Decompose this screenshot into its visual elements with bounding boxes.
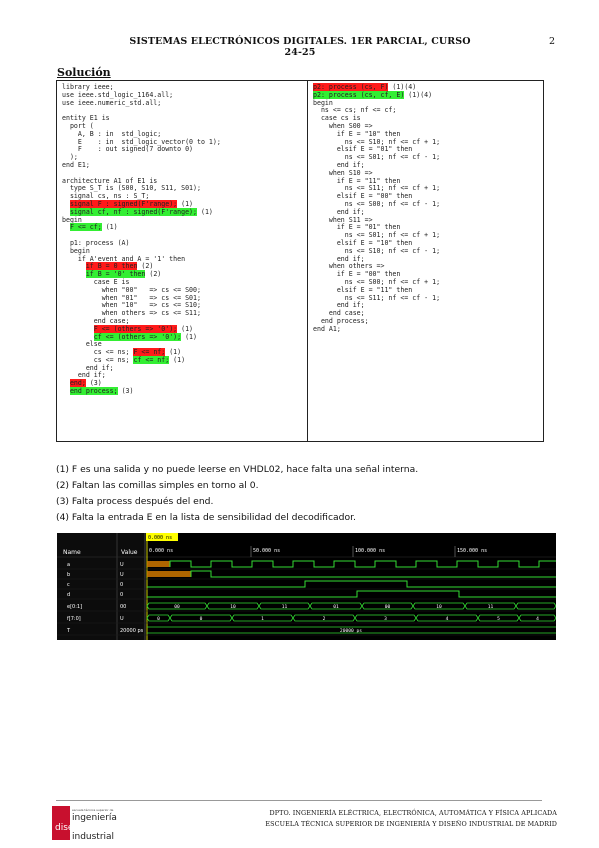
footer-institution bbox=[265, 808, 557, 830]
code-line: library ieee; bbox=[62, 83, 114, 91]
code-line: elsif E = "11" then bbox=[313, 285, 413, 294]
code-annotation: (1) bbox=[165, 348, 182, 357]
error-highlight: p2: process (cs, F) bbox=[313, 83, 389, 91]
code-line: if E = "10" then bbox=[313, 129, 401, 138]
code-line: signal cs, ns : S_T; bbox=[62, 192, 150, 201]
wave-init-region bbox=[147, 571, 191, 577]
code-text bbox=[62, 200, 70, 208]
code-line: end if; bbox=[62, 371, 106, 380]
code-line: use ieee.numeric_std.all; bbox=[62, 98, 162, 107]
fix-highlight: cf <= (others => '0'); bbox=[93, 332, 182, 341]
code-line bbox=[62, 209, 307, 217]
wave-signal-name: e[0:1] bbox=[67, 604, 83, 610]
code-line: elsif E = "00" then bbox=[313, 192, 413, 201]
section-title: Solución bbox=[57, 66, 111, 79]
wave-signal-name: a bbox=[67, 562, 71, 568]
code-line: architecture A1 of E1 is bbox=[62, 176, 158, 185]
code-line: when S10 => bbox=[313, 168, 373, 177]
wave-signal-name: c bbox=[67, 582, 70, 588]
code-text bbox=[62, 208, 70, 216]
wave-bus-value: 4 bbox=[536, 616, 539, 622]
footer-department: DPTO. INGENIERÍA ELÉCTRICA, ELECTRÓNICA, AUTOMÁTICA Y FÍSICA APLICADA bbox=[269, 809, 557, 817]
code-line: end if; bbox=[313, 160, 365, 169]
wave-signal-value: 0 bbox=[120, 592, 124, 598]
code-line: else bbox=[62, 340, 102, 349]
wave-bus-value: 10 bbox=[436, 604, 442, 610]
code-line: elsif E = "10" then bbox=[313, 238, 413, 247]
code-line: end A1; bbox=[313, 324, 341, 333]
code-line: when S00 => bbox=[313, 121, 373, 130]
wave-signal-value: U bbox=[120, 572, 124, 578]
wave-signal-name: d bbox=[67, 592, 71, 598]
wave-signal-name: b bbox=[67, 572, 71, 578]
wave-bus-value: 3 bbox=[384, 616, 387, 622]
wave-bus-value: 5 bbox=[497, 616, 500, 622]
fix-highlight: cf <= nf; bbox=[133, 355, 170, 364]
footer-divider bbox=[56, 800, 542, 801]
code-line: when "01" => cs <= S01; bbox=[62, 293, 201, 302]
code-line: when "00" => cs <= S00; bbox=[62, 285, 201, 294]
code-annotation: (1)(4) bbox=[404, 90, 433, 99]
code-text bbox=[62, 387, 70, 395]
code-listing-right bbox=[308, 81, 543, 334]
code-line: if E = "00" then bbox=[313, 270, 401, 279]
logo-text: diseño bbox=[55, 823, 85, 833]
code-line: ns <= S01; nf <= cf - 1; bbox=[313, 153, 441, 162]
wave-bus-value: 0 bbox=[199, 616, 203, 622]
code-line: end process; bbox=[313, 316, 369, 325]
code-annotation: (1) bbox=[177, 199, 194, 208]
code-annotation: (2) bbox=[137, 262, 154, 271]
error-highlight: F <= (others => '0'); bbox=[93, 324, 178, 333]
code-annotation: (3) bbox=[85, 379, 102, 388]
code-line: when others => bbox=[313, 262, 385, 271]
code-line: ns <= S11; nf <= cf - 1; bbox=[313, 293, 441, 302]
note-item: (1) F es una salida y no puede leerse en VHDL02, hace falta una señal interna. bbox=[56, 464, 419, 475]
wave-col-value: Value bbox=[121, 549, 138, 556]
wave-bus-value: 20000 ps bbox=[339, 629, 363, 634]
fix-highlight: F <= cf; bbox=[69, 223, 102, 232]
wave-signal-name: T bbox=[67, 628, 71, 634]
code-line bbox=[62, 224, 307, 232]
code-annotation: (1)(4) bbox=[388, 83, 417, 91]
code-text bbox=[62, 379, 70, 387]
footer-school: ESCUELA TÉCNICA SUPERIOR DE INGENIERÍA Y DISEÑO INDUSTRIAL DE MADRID bbox=[265, 820, 557, 828]
error-highlight: signal F : signed(F'range); bbox=[69, 199, 178, 208]
code-listing-left bbox=[57, 81, 307, 396]
code-line: case cs is bbox=[313, 114, 361, 123]
wave-signal-name: f[7:0] bbox=[67, 616, 81, 622]
code-box bbox=[56, 80, 544, 442]
wave-signal-value: 20000 ps bbox=[120, 628, 144, 634]
code-annotation: (1) bbox=[197, 207, 213, 216]
code-line: if A'event and A = '1' then bbox=[62, 254, 186, 263]
wave-cursor-label: 0.000 ns bbox=[148, 535, 173, 542]
code-line: ns <= S10; nf <= cf + 1; bbox=[313, 137, 441, 146]
wave-col-name: Name bbox=[63, 549, 81, 556]
code-line: port ( bbox=[62, 121, 94, 130]
page-header: SISTEMAS ELECTRÓNICOS DIGITALES. 1ER PARCIAL, CURSO 24-25 bbox=[129, 36, 471, 58]
code-line: E : in std_logic_vector(0 to 1); bbox=[62, 137, 221, 146]
code-line: end if; bbox=[313, 254, 365, 263]
code-line: if E = "11" then bbox=[313, 176, 401, 185]
code-line: entity E1 is bbox=[62, 114, 110, 123]
wave-bus-value: 2 bbox=[322, 616, 326, 622]
code-line: ns <= S00; nf <= cf + 1; bbox=[313, 277, 441, 286]
wave-bus-value: 01 bbox=[333, 604, 339, 610]
code-annotation: (3) bbox=[117, 387, 134, 396]
wave-time-mark: 150.000 ns bbox=[457, 548, 488, 554]
code-annotation: (1) bbox=[181, 332, 197, 341]
code-line: when others => cs <= S11; bbox=[62, 309, 201, 318]
page-number: 2 bbox=[548, 36, 555, 47]
code-line: begin bbox=[62, 215, 82, 224]
wave-bus-value: 00 bbox=[384, 604, 391, 610]
waveform-viewer bbox=[57, 533, 556, 640]
fix-highlight: end process; bbox=[69, 387, 118, 396]
wave-bus-value: 4 bbox=[445, 616, 449, 622]
code-text bbox=[62, 333, 94, 341]
wave-time-mark: 100.000 ns bbox=[355, 548, 386, 554]
code-line: ); bbox=[62, 153, 78, 162]
waveform-svg bbox=[57, 533, 556, 640]
code-text: cs <= ns; bbox=[62, 348, 134, 357]
logo-text: escuela técnica superior de bbox=[72, 808, 114, 812]
code-line: end case; bbox=[62, 316, 130, 325]
wave-time-mark: 50.000 ns bbox=[253, 548, 281, 554]
error-highlight: F <= nf; bbox=[133, 348, 166, 357]
code-line bbox=[313, 92, 543, 100]
code-line: use ieee.std_logic_1164.all; bbox=[62, 90, 174, 99]
logo-text: industrial bbox=[72, 832, 115, 840]
wave-bus-value: 00 bbox=[174, 604, 180, 610]
code-line: case E is bbox=[62, 277, 130, 286]
code-line: ns <= S00; nf <= cf - 1; bbox=[313, 199, 441, 208]
code-line: end E1; bbox=[62, 160, 90, 169]
code-column-left bbox=[57, 81, 308, 441]
code-line: end if; bbox=[313, 301, 365, 310]
wave-bus-value: 0 bbox=[157, 616, 160, 622]
code-line: end if; bbox=[62, 363, 114, 372]
wave-bus-value: 11 bbox=[487, 604, 494, 610]
wave-time-mark: 0.000 ns bbox=[149, 548, 174, 554]
code-line: when S11 => bbox=[313, 215, 373, 224]
code-line: A, B : in std_logic; bbox=[62, 129, 162, 138]
code-line: begin bbox=[62, 246, 90, 255]
fix-highlight: p2: process (cs, cf, E) bbox=[313, 90, 405, 99]
code-line: ns <= S10; nf <= cf - 1; bbox=[313, 246, 441, 255]
wave-bus-value: 10 bbox=[230, 604, 236, 610]
code-annotation: (2) bbox=[145, 270, 162, 279]
wave-bus-value: 1 bbox=[261, 616, 264, 622]
code-line: when "10" => cs <= S10; bbox=[62, 301, 201, 310]
wave-signal-value: U bbox=[120, 562, 124, 568]
note-item: (3) Falta process después del end. bbox=[56, 496, 214, 507]
code-annotation: (1) bbox=[169, 355, 186, 364]
wave-bus-value: 11 bbox=[281, 604, 288, 610]
code-line: end if; bbox=[313, 207, 365, 216]
code-text: cs <= ns; bbox=[62, 355, 134, 364]
code-annotation: (1) bbox=[177, 324, 194, 333]
code-line: type S_T is (S00, S10, S11, S01); bbox=[62, 184, 201, 193]
code-annotation: (1) bbox=[101, 223, 118, 232]
note-item: (4) Falta la entrada E en la lista de sensibilidad del decodificador. bbox=[56, 512, 356, 523]
wave-signal-value: U bbox=[120, 616, 124, 622]
note-item: (2) Faltan las comillas simples en torno al 0. bbox=[56, 480, 259, 491]
code-text bbox=[62, 262, 86, 270]
code-line: ns <= S11; nf <= cf + 1; bbox=[313, 184, 441, 193]
fix-highlight: signal cf, nf : signed(F'range); bbox=[69, 207, 197, 216]
notes-list bbox=[56, 462, 418, 526]
code-column-right bbox=[308, 81, 543, 441]
wave-init-region bbox=[147, 561, 170, 567]
code-line: begin bbox=[313, 98, 333, 107]
code-line: end case; bbox=[313, 309, 365, 318]
code-line: if E = "01" then bbox=[313, 223, 401, 232]
code-text bbox=[62, 223, 70, 231]
code-text bbox=[62, 270, 86, 278]
code-line: ns <= S01; nf <= cf + 1; bbox=[313, 231, 441, 240]
wave-signal-value: 00 bbox=[120, 604, 127, 610]
wave-signal-value: 0 bbox=[120, 582, 124, 588]
error-highlight: if B = 0 then bbox=[85, 262, 138, 271]
code-text bbox=[62, 325, 94, 333]
code-line: F : out signed(7 downto 0) bbox=[62, 145, 194, 154]
school-logo bbox=[52, 806, 132, 840]
error-highlight: end; bbox=[69, 379, 86, 388]
code-line: elsif E = "01" then bbox=[313, 145, 413, 154]
code-line: ns <= cs; nf <= cf; bbox=[313, 106, 397, 115]
school-logo-icon bbox=[52, 806, 132, 840]
code-line bbox=[62, 388, 307, 396]
logo-text: ingeniería bbox=[72, 813, 117, 823]
code-line: p1: process (A) bbox=[62, 238, 130, 247]
fix-highlight: if B = '0' then bbox=[85, 270, 146, 279]
